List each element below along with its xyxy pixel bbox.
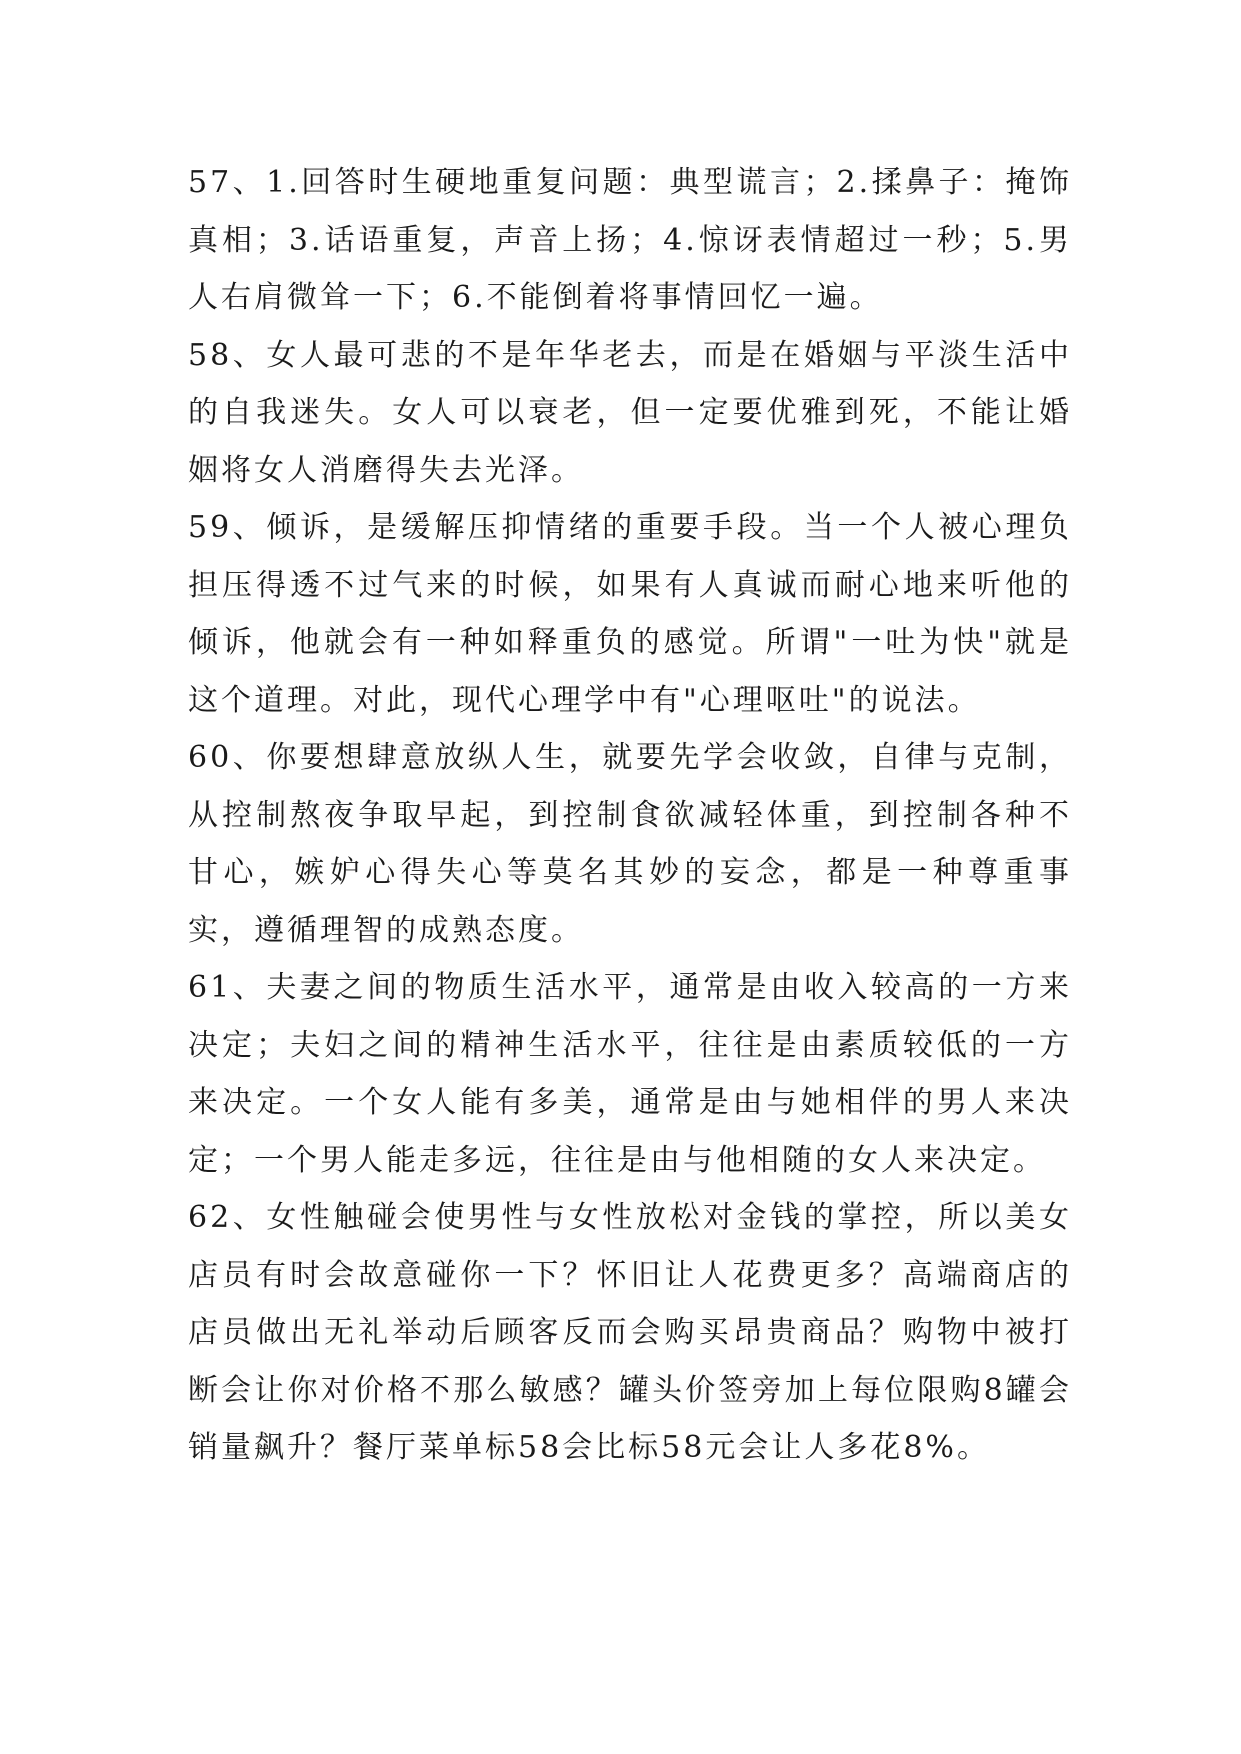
- paragraph-61: 61、夫妻之间的物质生活水平，通常是由收入较高的一方来决定；夫妇之间的精神生活水平，往往是由素质较低的一方来决定。一个女人能有多美，通常是由与她相伴的男人来决定；一个男人能走多远，往往是由与他相随的女人来决定。: [188, 970, 1072, 1178]
- paragraph-62: 62、女性触碰会使男性与女性放松对金钱的掌控，所以美女店员有时会故意碰你一下？怀旧让人花费更多？高端商店的店员做出无礼举动后顾客反而会购买昂贵商品？购物中被打断会让你对价格不那么敏感？罐头价签旁加上每位限购8罐会销量飙升？餐厅菜单标58会比标58元会让人多花8%。: [188, 1200, 1072, 1465]
- paragraph-58: 58、女人最可悲的不是年华老去，而是在婚姻与平淡生活中的自我迷失。女人可以衰老，但一定要优雅到死，不能让婚姻将女人消磨得失去光泽。: [188, 337, 1072, 488]
- document-body: [188, 154, 1072, 1477]
- paragraph-59: 59、倾诉，是缓解压抑情绪的重要手段。当一个人被心理负担压得透不过气来的时候，如果有人真诚而耐心地来听他的倾诉，他就会有一种如释重负的感觉。所谓"一吐为快"就是这个道理。对此，现代心理学中有"心理呕吐"的说法。: [188, 510, 1072, 718]
- paragraph-60: 60、你要想肆意放纵人生，就要先学会收敛，自律与克制，从控制熬夜争取早起，到控制食欲减轻体重，到控制各种不甘心，嫉妒心得失心等莫名其妙的妄念，都是一种尊重事实，遵循理智的成熟态度。: [188, 740, 1072, 948]
- paragraph-57: 57、1.回答时生硬地重复问题：典型谎言；2.揉鼻子：掩饰真相；3.话语重复，声音上扬；4.惊讶表情超过一秒；5.男人右肩微耸一下；6.不能倒着将事情回忆一遍。: [188, 165, 1072, 315]
